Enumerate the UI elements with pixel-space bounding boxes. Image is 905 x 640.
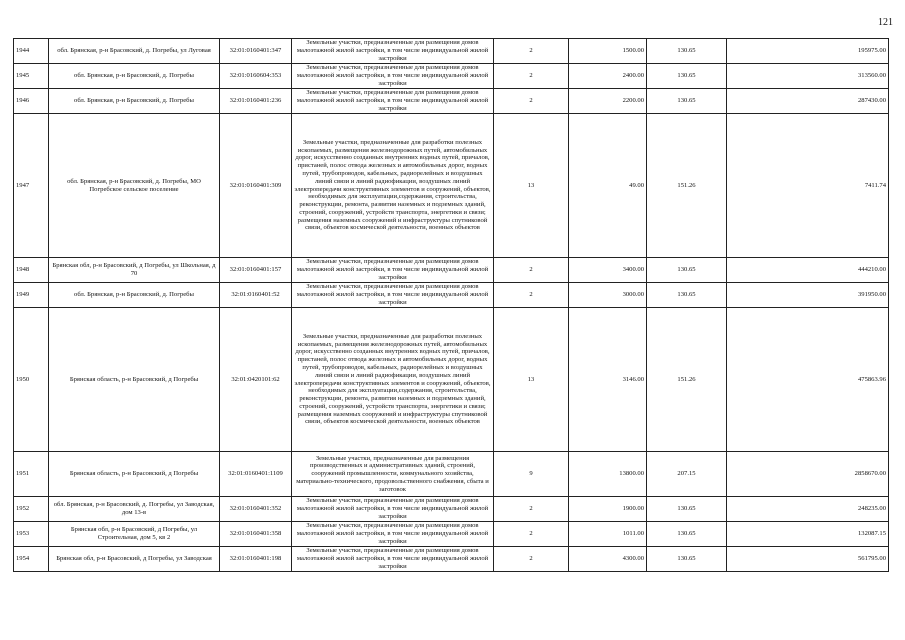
- address-cell: обл. Брянская, р-н Брасовский, д. Погребы: [49, 89, 220, 114]
- row-number-cell: 1954: [14, 547, 49, 572]
- table-row: [14, 89, 889, 114]
- cadastral-value-cell: 195975.00: [727, 39, 889, 64]
- cadastral-value-cell: 2858670.00: [727, 452, 889, 497]
- row-number-cell: 1946: [14, 89, 49, 114]
- area-cell: 49.00: [569, 114, 647, 258]
- address-cell: обл. Брянская, р-н Брасовский, д. Погребы, ул Луговая: [49, 39, 220, 64]
- page-number: 121: [878, 17, 893, 28]
- table-row: [14, 114, 889, 258]
- category-code-cell: 2: [494, 547, 569, 572]
- category-code-cell: 13: [494, 308, 569, 452]
- specific-value-cell: 151.26: [647, 308, 727, 452]
- specific-value-cell: 207.15: [647, 452, 727, 497]
- area-cell: 3400.00: [569, 258, 647, 283]
- row-number-cell: 1950: [14, 308, 49, 452]
- land-use-cell: Земельные участки, предназначенные для размещения домов малоэтажной жилой застройки, в том числе индивидуальной жилой застройки: [292, 283, 494, 308]
- category-code-cell: 2: [494, 497, 569, 522]
- address-cell: Брянская область, р-н Брасовский, д Погребы: [49, 452, 220, 497]
- land-use-cell: Земельные участки, предназначенные для разработки полезных ископаемых, размещения железнодорожных путей, автомобильных дорог, искусственно созданных внутренних водных путей, причалов, пристаней, полос отвода железных и автомобильных дорог, водных путей, трубопроводов, кабельных, радиорелейных и воздушных линий связи и линий радиофикации, воздушных линий электропередачи конструктивных элементов и сооружений, объектов, необходимых для эксплуатации,содержания, строительства, реконструкции, ремонта, развития наземных и подземных зданий, строений, сооружений, устройств транспорта, энергетики и связи; размещения наземных сооружений и инфраструктуры спутниковой связи, объектов космической деятельности, военных объектов: [292, 114, 494, 258]
- land-use-cell: Земельные участки, предназначенные для размещения домов малоэтажной жилой застройки, в том числе индивидуальной жилой застройки: [292, 547, 494, 572]
- area-cell: 1500.00: [569, 39, 647, 64]
- row-number-cell: 1949: [14, 283, 49, 308]
- category-code-cell: 2: [494, 522, 569, 547]
- area-cell: 3146.00: [569, 308, 647, 452]
- row-number-cell: 1952: [14, 497, 49, 522]
- cadastral-number-cell: 32:01:0160604:353: [220, 64, 292, 89]
- cadastral-value-cell: 475863.96: [727, 308, 889, 452]
- table-row: [14, 308, 889, 452]
- table-row: [14, 497, 889, 522]
- category-code-cell: 13: [494, 114, 569, 258]
- row-number-cell: 1953: [14, 522, 49, 547]
- area-cell: 1900.00: [569, 497, 647, 522]
- cadastral-value-cell: 287430.00: [727, 89, 889, 114]
- area-cell: 2400.00: [569, 64, 647, 89]
- cadastral-number-cell: 32:01:0160401:236: [220, 89, 292, 114]
- address-cell: обл. Брянская, р-н Брасовский, д. Погребы, ул Заводская, дом 13-в: [49, 497, 220, 522]
- area-cell: 1011.00: [569, 522, 647, 547]
- land-use-cell: Земельные участки, предназначенные для размещения домов малоэтажной жилой застройки, в том числе индивидуальной жилой застройки: [292, 497, 494, 522]
- land-use-cell: Земельные участки, предназначенные для размещения производственных и административных зданий, строений, сооружений промышленности, коммунального хозяйства, материально-технического, продовольственного снабжения, сбыта и заготовок: [292, 452, 494, 497]
- category-code-cell: 2: [494, 89, 569, 114]
- cadastral-value-cell: 391950.00: [727, 283, 889, 308]
- cadastral-value-cell: 7411.74: [727, 114, 889, 258]
- cadastral-value-cell: 444210.00: [727, 258, 889, 283]
- cadastral-number-cell: 32:01:0160401:157: [220, 258, 292, 283]
- area-cell: 2200.00: [569, 89, 647, 114]
- cadastral-number-cell: 32:01:0160401:358: [220, 522, 292, 547]
- table-row: [14, 39, 889, 64]
- land-use-cell: Земельные участки, предназначенные для разработки полезных ископаемых, размещения железнодорожных путей, автомобильных дорог, искусственно созданных внутренних водных путей, причалов, пристаней, полос отвода железных и автомобильных дорог, водных путей, трубопроводов, кабельных, радиорелейных и воздушных линий связи и линий радиофикации, воздушных линий электропередачи конструктивных элементов и сооружений, объектов, необходимых для эксплуатации,содержания, строительства, реконструкции, ремонта, развития наземных и подземных зданий, строений, сооружений, устройств транспорта, энергетики и связи; размещения наземных сооружений и инфраструктуры спутниковой связи, объектов космической деятельности, военных объектов: [292, 308, 494, 452]
- specific-value-cell: 130.65: [647, 497, 727, 522]
- land-use-cell: Земельные участки, предназначенные для размещения домов малоэтажной жилой застройки, в том числе индивидуальной жилой застройки: [292, 64, 494, 89]
- specific-value-cell: 130.65: [647, 89, 727, 114]
- land-use-cell: Земельные участки, предназначенные для размещения домов малоэтажной жилой застройки, в том числе индивидуальной жилой застройки: [292, 89, 494, 114]
- cadastral-number-cell: 32:01:0160401:352: [220, 497, 292, 522]
- cadastral-value-cell: 248235.00: [727, 497, 889, 522]
- area-cell: 4300.00: [569, 547, 647, 572]
- cadastral-number-cell: 32:01:0160401:1109: [220, 452, 292, 497]
- table-row: [14, 522, 889, 547]
- category-code-cell: 9: [494, 452, 569, 497]
- address-cell: Брянская область, р-н Брасовский, д Погребы: [49, 308, 220, 452]
- address-cell: обл. Брянская, р-н Брасовский, д. Погребы, МО Погребское сельское поселение: [49, 114, 220, 258]
- cadastral-value-cell: 313560.00: [727, 64, 889, 89]
- table-row: [14, 64, 889, 89]
- cadastral-number-cell: 32:01:0160401:52: [220, 283, 292, 308]
- land-use-cell: Земельные участки, предназначенные для размещения домов малоэтажной жилой застройки, в том числе индивидуальной жилой застройки: [292, 258, 494, 283]
- table-body: [14, 39, 889, 572]
- category-code-cell: 2: [494, 283, 569, 308]
- row-number-cell: 1945: [14, 64, 49, 89]
- row-number-cell: 1944: [14, 39, 49, 64]
- category-code-cell: 2: [494, 39, 569, 64]
- cadastral-number-cell: 32:01:0420101:62: [220, 308, 292, 452]
- specific-value-cell: 151.26: [647, 114, 727, 258]
- land-use-cell: Земельные участки, предназначенные для размещения домов малоэтажной жилой застройки, в том числе индивидуальной жилой застройки: [292, 522, 494, 547]
- category-code-cell: 2: [494, 258, 569, 283]
- table-row: [14, 452, 889, 497]
- cadastral-value-cell: 132087.15: [727, 522, 889, 547]
- specific-value-cell: 130.65: [647, 258, 727, 283]
- land-use-cell: Земельные участки, предназначенные для размещения домов малоэтажной жилой застройки, в том числе индивидуальной жилой застройки: [292, 39, 494, 64]
- row-number-cell: 1951: [14, 452, 49, 497]
- cadastral-number-cell: 32:01:0160401:347: [220, 39, 292, 64]
- category-code-cell: 2: [494, 64, 569, 89]
- row-number-cell: 1947: [14, 114, 49, 258]
- specific-value-cell: 130.65: [647, 283, 727, 308]
- land-registry-table: [13, 38, 889, 572]
- specific-value-cell: 130.65: [647, 64, 727, 89]
- area-cell: 13800.00: [569, 452, 647, 497]
- address-cell: обл. Брянская, р-н Брасовский, д. Погребы: [49, 64, 220, 89]
- specific-value-cell: 130.65: [647, 522, 727, 547]
- row-number-cell: 1948: [14, 258, 49, 283]
- specific-value-cell: 130.65: [647, 39, 727, 64]
- address-cell: обл. Брянская, р-н Брасовский, д. Погребы: [49, 283, 220, 308]
- address-cell: Брянская обл, р-н Брасовский, д Погребы, ул Школьная, д 70: [49, 258, 220, 283]
- table-row: [14, 547, 889, 572]
- table-row: [14, 283, 889, 308]
- table-row: [14, 258, 889, 283]
- cadastral-number-cell: 32:01:0160401:198: [220, 547, 292, 572]
- area-cell: 3000.00: [569, 283, 647, 308]
- cadastral-value-cell: 561795.00: [727, 547, 889, 572]
- specific-value-cell: 130.65: [647, 547, 727, 572]
- cadastral-number-cell: 32:01:0160401:309: [220, 114, 292, 258]
- address-cell: Брянская обл, р-н Брасовский, д Погребы, ул Заводская: [49, 547, 220, 572]
- address-cell: Брянская обл, р-н Брасовский, д Погребы, ул Строительная, дом 5, кв 2: [49, 522, 220, 547]
